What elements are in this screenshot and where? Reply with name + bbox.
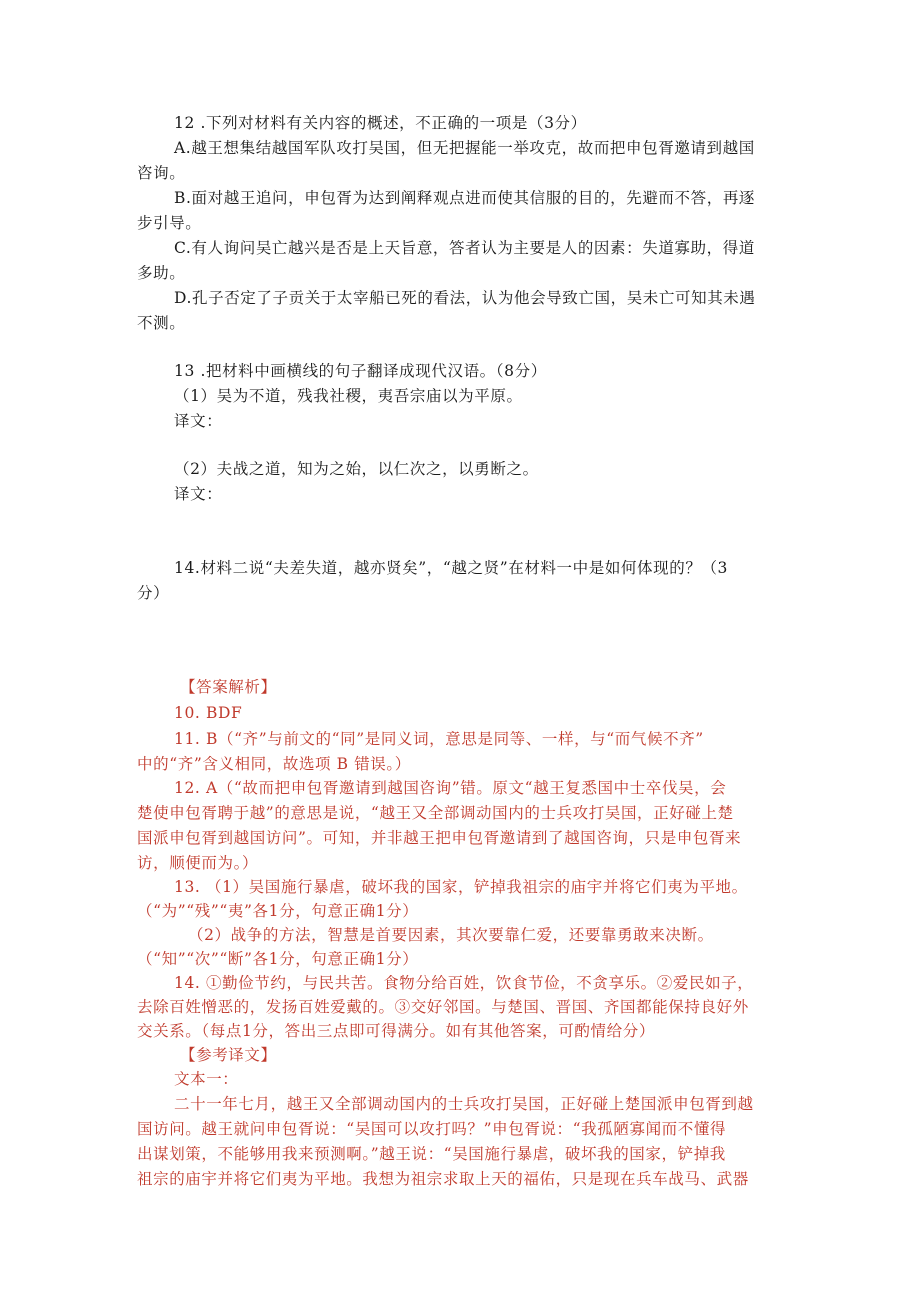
q12-option-b-cont: 步引导。: [137, 214, 202, 232]
answer-14-cont-1: 去除百姓憎恶的，发扬百姓爱戴的。③交好邻国。与楚国、晋国、齐国都能保持良好外: [137, 998, 749, 1016]
answer-14: 14. ①勤俭节约，与民共苦。食物分给百姓，饮食节俭，不贪享乐。②爱民如子，: [174, 974, 754, 992]
translation-heading: 【参考译文】: [180, 1046, 277, 1064]
answer-14-cont-2: 交关系。（每点1分，答出三点即可得满分。如有其他答案，可酌情给分）: [137, 1022, 655, 1040]
q14-text: 14.材料二说“夫差失道，越亦贤矣”，“越之贤”在材料一中是如何体现的？（3: [174, 559, 729, 577]
translation-subheading: 文本一：: [174, 1070, 239, 1088]
q12-option-c: C.有人询问吴亡越兴是否是上天旨意，答者认为主要是人的因素：失道寡助，得道: [174, 239, 755, 257]
answer-12-cont-2: 国派申包胥到越国访问”。可知，并非越王把申包胥邀请到了越国咨询，只是申包胥来: [137, 829, 742, 847]
q14-text-cont: 分）: [137, 584, 170, 602]
q12-option-b: B.面对越王追问，申包胥为达到阐释观点进而使其信服的目的，先避而不答，再逐: [174, 189, 756, 207]
answer-10: 10. BDF: [174, 704, 243, 722]
answer-13-part-2: （2）战争的方法，智慧是首要因素，其次要靠仁爱，还要靠勇敢来决断。: [188, 926, 714, 944]
answer-heading: 【答案解析】: [180, 678, 277, 696]
translation-line-3: 出谋划策，不能够用我来预测啊。”越王说：“吴国施行暴虐，破坏我的国家，铲掉我: [137, 1145, 726, 1163]
answer-12-cont-1: 楚使申包胥聘于越”的意思是说，“越王又全部调动国内的士兵攻打吴国，正好碰上楚: [137, 804, 734, 822]
translation-line-4: 祖宗的庙宇并将它们夷为平地。我想为祖宗求取上天的福佑，只是现在兵车战马、武器: [137, 1170, 749, 1188]
q12-option-a: A.越王想集结越国军队攻打吴国，但无把握能一举攻克，故而把申包胥邀请到越国: [174, 139, 755, 157]
q13-sentence-1: （1）吴为不道，残我社稷，夷吾宗庙以为平原。: [174, 387, 523, 405]
q13-translation-label-1: 译文：: [174, 412, 223, 430]
q12-option-a-cont: 咨询。: [137, 164, 186, 182]
q12-title: 12 .下列对材料有关内容的概述，不正确的一项是（3分）: [174, 114, 587, 132]
q12-option-d-cont: 不测。: [137, 314, 186, 332]
answer-12-cont-3: 访，顺便而为。）: [137, 854, 259, 872]
answer-13-scoring-1: （“为”“残”“夷”各1分，句意正确1分）: [137, 902, 419, 920]
q13-translation-label-2: 译文：: [174, 485, 223, 503]
answer-13-scoring-2: （“知”“次”“断”各1分，句意正确1分）: [137, 950, 419, 968]
translation-line-1: 二十一年七月，越王又全部调动国内的士兵攻打吴国，正好碰上楚国派申包胥到越: [174, 1095, 754, 1113]
answer-11-cont: 中的“齐”含义相同，故选项 B 错误。）: [137, 755, 411, 773]
q12-option-d: D.孔子否定了子贡关于太宰船已死的看法，认为他会导致亡国，吴未亡可知其未遇: [174, 289, 756, 307]
q12-option-c-cont: 多助。: [137, 264, 186, 282]
translation-line-2: 国访问。越王就问申包胥说：“吴国可以攻打吗？”申包胥说：“我孤陋寡闻而不懂得: [137, 1120, 727, 1138]
answer-13-part-1: 13. （1）吴国施行暴虐，破坏我的国家，铲掉我祖宗的庙宇并将它们夷为平地。: [174, 878, 748, 896]
answer-12: 12. A（“故而把申包胥邀请到越国咨询”错。原文“越王复悉国中士卒伐吴，会: [174, 779, 727, 797]
q13-sentence-2: （2）夫战之道，知为之始，以仁次之，以勇断之。: [174, 460, 539, 478]
answer-11: 11. B（“齐”与前文的“同”是同义词，意思是同等、一样，与“而气候不齐”: [174, 730, 704, 748]
q13-title: 13 .把材料中画横线的句子翻译成现代汉语。（8分）: [174, 362, 547, 380]
